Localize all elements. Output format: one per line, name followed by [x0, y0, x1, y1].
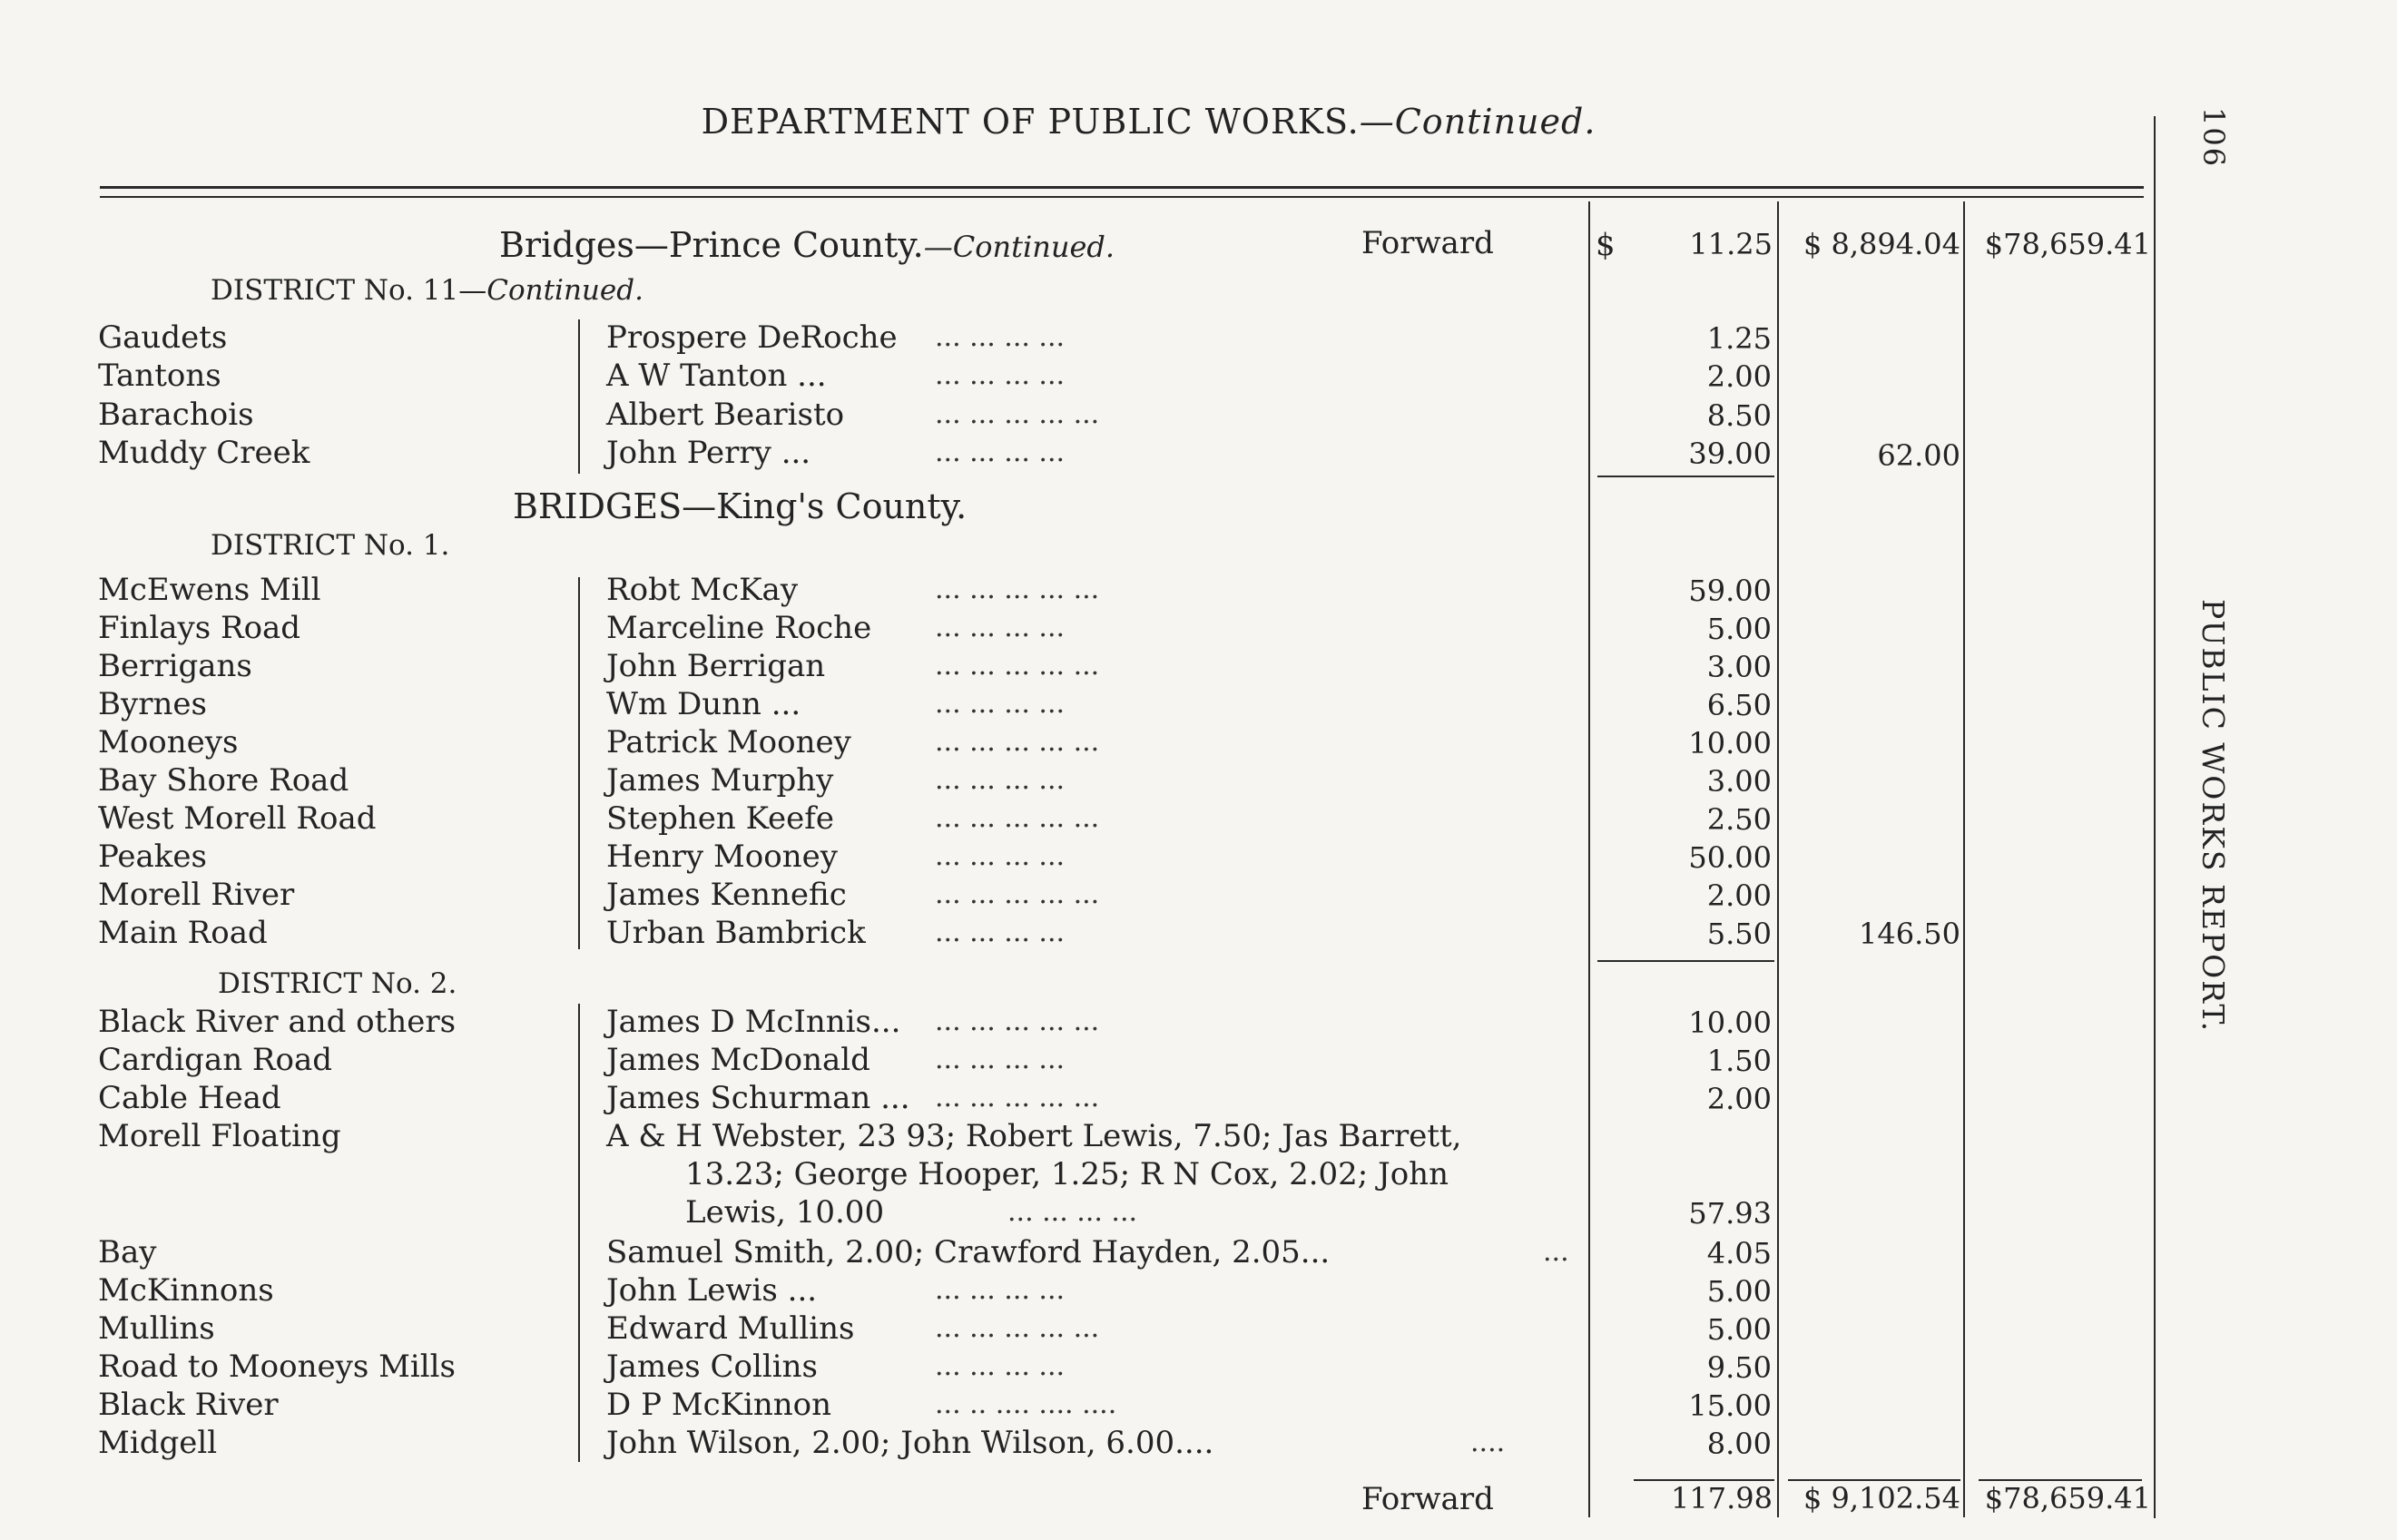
row-amount: 6.50	[1706, 688, 1772, 722]
subtotal-kings-d1: 146.50	[1859, 917, 1960, 951]
row-payee: John Lewis ...	[606, 1272, 818, 1309]
row-payee: Samuel Smith, 2.00; Crawford Hayden, 2.05...	[606, 1234, 1331, 1270]
row-leader-dots: ... .. .... .... ....	[935, 1388, 1117, 1420]
row-payee: James Kennefic	[606, 877, 847, 913]
row-payee: Lewis, 10.00	[685, 1194, 885, 1231]
row-place: Bay	[98, 1234, 157, 1270]
page-number: 106	[2196, 107, 2231, 169]
row-leader-dots: ... ... ... ... ...	[935, 878, 1100, 910]
row-leader-dots: ... ... ... ...	[935, 1274, 1066, 1306]
row-leader-dots: ... ... ... ...	[935, 764, 1066, 796]
row-amount: 10.00	[1688, 1005, 1772, 1040]
row-place: Road to Mooneys Mills	[98, 1349, 456, 1385]
row-amount: 5.00	[1706, 612, 1772, 646]
row-leader-dots: ... ... ... ...	[935, 688, 1066, 720]
row-leader-dots: ... ... ... ... ...	[935, 802, 1100, 834]
row-payee: Prospere DeRoche	[606, 319, 898, 356]
row-place: Morell River	[98, 877, 295, 913]
row-payee: A W Tanton ...	[606, 358, 827, 394]
header-rule-bottom	[100, 196, 2144, 198]
row-place: Mooneys	[98, 724, 239, 760]
row-payee: Patrick Mooney	[606, 724, 851, 760]
row-leader-dots: ... ... ... ...	[935, 840, 1066, 872]
section-kings-county: BRIDGES—King's County.	[513, 486, 968, 526]
row-leader-dots: ... ... ... ...	[935, 612, 1066, 643]
row-amount: 3.00	[1706, 650, 1772, 684]
row-payee: James Collins	[606, 1349, 818, 1385]
row-payee: John Perry ...	[606, 435, 811, 471]
forward-in-col3: $78,659.41	[1984, 227, 2151, 261]
forward-in-col2: $ 8,894.04	[1803, 227, 1960, 261]
title-suffix: —Continued.	[1359, 102, 1596, 142]
row-place: Morell Floating	[98, 1118, 341, 1154]
forward-out-col2: $ 9,102.54	[1803, 1481, 1960, 1515]
row-leader-dots: ... ... ... ... ...	[935, 1082, 1100, 1113]
row-place: Berrigans	[98, 648, 252, 684]
forward-out-col3: $78,659.41	[1984, 1481, 2151, 1515]
row-amount: 15.00	[1688, 1388, 1772, 1423]
district-11-heading: DISTRICT No. 11—Continued.	[211, 274, 643, 307]
row-place: Midgell	[98, 1425, 218, 1461]
row-amount: 4.05	[1706, 1236, 1772, 1270]
row-place: Cable Head	[98, 1080, 281, 1116]
subtotal-rule-d1	[1597, 960, 1774, 962]
forward-dollar: $	[1596, 227, 1616, 263]
page-header	[0, 102, 2397, 142]
row-leader-dots: ... ... ... ...	[935, 359, 1066, 391]
row-payee: John Berrigan	[606, 648, 826, 684]
row-amount: 2.50	[1706, 802, 1772, 837]
row-payee: Henry Mooney	[606, 839, 838, 875]
row-place: Byrnes	[98, 686, 207, 722]
row-amount: 3.00	[1706, 764, 1772, 799]
forward-label-bottom: Forward	[1361, 1481, 1494, 1517]
payee-rule-b	[578, 577, 580, 949]
row-amount: 5.00	[1706, 1312, 1772, 1347]
forward-in-col1: 11.25	[1689, 227, 1773, 261]
row-leader-dots: ... ... ... ...	[935, 321, 1066, 353]
district-11-cont: Continued.	[486, 274, 643, 307]
row-payee: Urban Bambrick	[606, 915, 866, 951]
district-2-heading: DISTRICT No. 2.	[218, 967, 457, 1000]
col-rule-2	[1777, 201, 1779, 1517]
row-amount: 50.00	[1688, 840, 1772, 875]
row-place: Gaudets	[98, 319, 228, 356]
row-payee: Stephen Keefe	[606, 800, 834, 837]
row-place: Tantons	[98, 358, 221, 394]
row-payee: 13.23; George Hooper, 1.25; R N Cox, 2.02; John	[685, 1156, 1449, 1192]
section-prince-county: Bridges—Prince County.—Continued.	[499, 225, 1115, 265]
district-1-heading: DISTRICT No. 1.	[211, 529, 450, 562]
row-place: Black River	[98, 1387, 279, 1423]
row-place: Mullins	[98, 1310, 215, 1347]
row-amount: 2.00	[1706, 359, 1772, 394]
row-place: Barachois	[98, 397, 254, 433]
row-payee: Robt McKay	[606, 572, 799, 608]
row-amount: 2.00	[1706, 878, 1772, 913]
row-payee: John Wilson, 2.00; John Wilson, 6.00....	[606, 1425, 1214, 1461]
subtotal-prince-d11: 62.00	[1877, 438, 1960, 473]
row-place: Cardigan Road	[98, 1042, 333, 1078]
payee-rule-a	[578, 319, 580, 474]
row-place: West Morell Road	[98, 800, 377, 837]
row-payee: Edward Mullins	[606, 1310, 855, 1347]
row-leader-dots: ...	[1543, 1236, 1569, 1268]
row-amount: 8.00	[1706, 1427, 1772, 1461]
row-leader-dots: ... ... ... ...	[935, 1044, 1066, 1075]
row-amount: 39.00	[1688, 436, 1772, 471]
row-leader-dots: ... ... ... ...	[935, 1350, 1066, 1382]
row-place: Muddy Creek	[98, 435, 310, 471]
row-amount: 57.93	[1688, 1196, 1772, 1231]
forward-label-top: Forward	[1361, 225, 1494, 261]
row-amount: 5.50	[1706, 917, 1772, 951]
row-amount: 5.00	[1706, 1274, 1772, 1309]
row-place: Main Road	[98, 915, 268, 951]
row-payee: Marceline Roche	[606, 610, 872, 646]
section-prince-cont: —Continued.	[923, 230, 1115, 264]
row-amount: 1.50	[1706, 1044, 1772, 1078]
row-amount: 9.50	[1706, 1350, 1772, 1385]
row-payee: D P McKinnon	[606, 1387, 832, 1423]
row-amount: 8.50	[1706, 398, 1772, 433]
forward-out-col1: 117.98	[1671, 1481, 1773, 1515]
row-amount: 2.00	[1706, 1082, 1772, 1116]
row-payee: Albert Bearisto	[606, 397, 845, 433]
row-leader-dots: ... ... ... ...	[935, 436, 1066, 468]
row-place: Finlays Road	[98, 610, 301, 646]
row-leader-dots: ... ... ... ...	[935, 917, 1066, 948]
row-leader-dots: ....	[1470, 1427, 1506, 1458]
row-payee: Wm Dunn ...	[606, 686, 801, 722]
row-place: Peakes	[98, 839, 207, 875]
row-amount: 10.00	[1688, 726, 1772, 760]
row-leader-dots: ... ... ... ... ...	[935, 650, 1100, 682]
row-amount: 1.25	[1706, 321, 1772, 356]
row-place: Black River and others	[98, 1004, 457, 1040]
side-title: PUBLIC WORKS REPORT.	[2196, 599, 2231, 1034]
row-payee: James McDonald	[606, 1042, 870, 1078]
row-leader-dots: ... ... ... ... ...	[935, 398, 1100, 430]
right-margin-line	[2154, 116, 2156, 1518]
row-leader-dots: ... ... ... ...	[1007, 1196, 1138, 1228]
col-rule-3	[1963, 201, 1965, 1517]
header-rule-top	[100, 186, 2144, 189]
page-title: DEPARTMENT OF PUBLIC WORKS.—Continued.	[701, 102, 1596, 142]
row-leader-dots: ... ... ... ... ...	[935, 1312, 1100, 1344]
row-place: Bay Shore Road	[98, 762, 349, 799]
payee-rule-c	[578, 1004, 580, 1462]
row-payee: James Murphy	[606, 762, 834, 799]
row-leader-dots: ... ... ... ... ...	[935, 1005, 1100, 1037]
subtotal-rule-d11	[1597, 476, 1774, 477]
row-payee: A & H Webster, 23 93; Robert Lewis, 7.50; Jas Barrett,	[606, 1118, 1462, 1154]
row-place: McKinnons	[98, 1272, 274, 1309]
row-place: McEwens Mill	[98, 572, 321, 608]
row-payee: James Schurman ...	[606, 1080, 910, 1116]
row-leader-dots: ... ... ... ... ...	[935, 726, 1100, 758]
row-leader-dots: ... ... ... ... ...	[935, 574, 1100, 605]
row-payee: James D McInnis...	[606, 1004, 901, 1040]
row-amount: 59.00	[1688, 574, 1772, 608]
